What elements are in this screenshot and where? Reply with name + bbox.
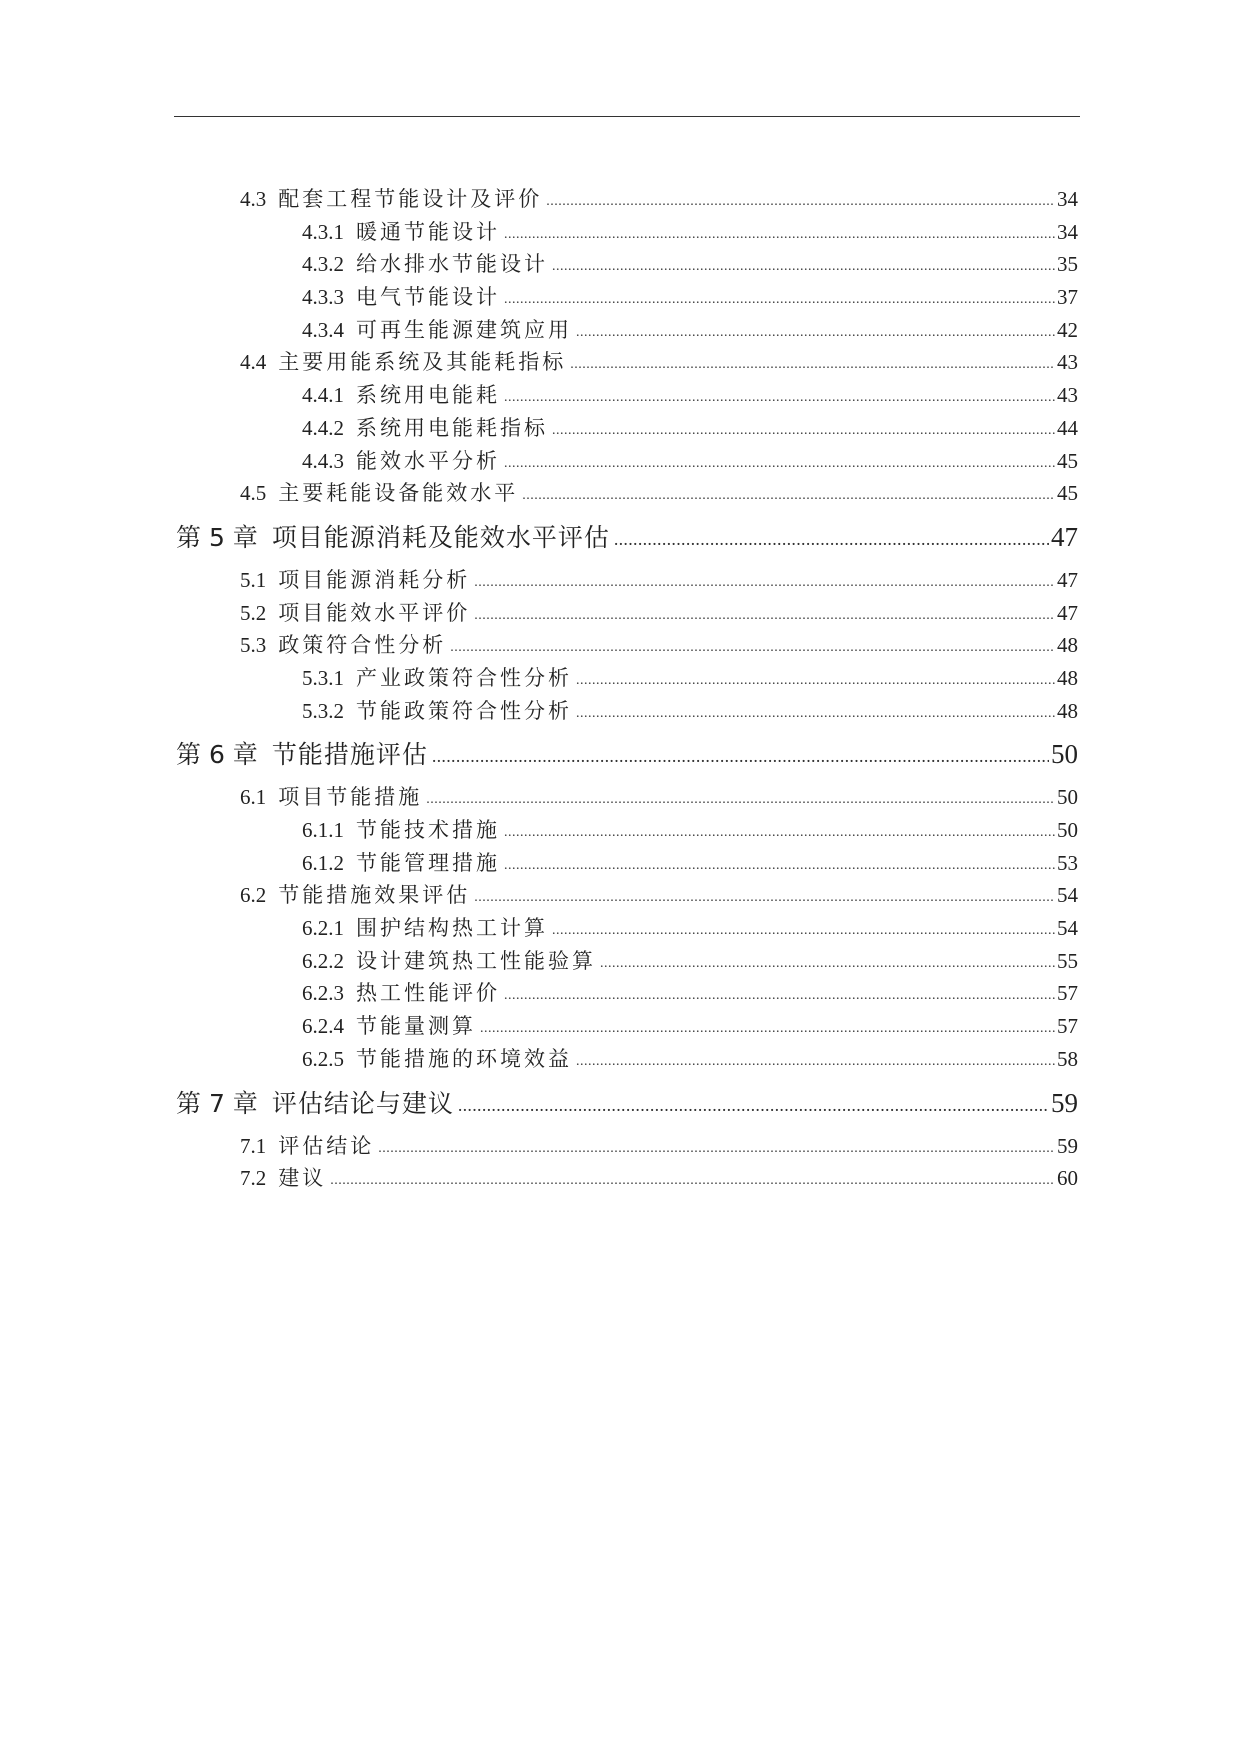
- toc-dot-leader: [458, 1087, 1049, 1118]
- toc-entry-title: 节能政策符合性分析: [356, 698, 572, 723]
- toc-entry-number: 6.2.5: [302, 1046, 344, 1071]
- toc-entry-title: 项目能源消耗分析: [278, 567, 471, 592]
- toc-entry-page-number: 48: [1057, 633, 1078, 658]
- toc-entry-title: 评估结论与建议: [271, 1088, 454, 1118]
- toc-section-entry[interactable]: [174, 477, 1078, 510]
- toc-entry-title: 暖通节能设计: [356, 219, 500, 244]
- toc-chapter-entry[interactable]: [174, 735, 1078, 779]
- toc-dot-leader: [426, 784, 1055, 809]
- toc-subsection-entry[interactable]: [174, 945, 1078, 978]
- toc-subsection-entry[interactable]: [174, 662, 1078, 695]
- toc-section-entry[interactable]: [174, 1130, 1078, 1163]
- toc-entry-page-number: 47: [1057, 600, 1078, 625]
- toc-section-entry[interactable]: [174, 346, 1078, 379]
- toc-entry-number: 4.4.2: [302, 415, 344, 440]
- toc-dot-leader: [614, 521, 1049, 552]
- toc-section-entry[interactable]: [174, 781, 1078, 814]
- toc-entry-number: 6.2.4: [302, 1014, 344, 1039]
- toc-entry-number: 4.3.2: [302, 252, 344, 277]
- toc-entry-number: 7.2: [240, 1166, 267, 1191]
- toc-entry-number: 5.2: [240, 600, 267, 625]
- toc-entry-page-number: 47: [1051, 521, 1078, 552]
- toc-dot-leader: [474, 600, 1055, 625]
- toc-entry-title: 政策符合性分析: [278, 633, 447, 658]
- header-rule: [174, 116, 1080, 117]
- toc-entry-title: 节能措施评估: [271, 740, 428, 770]
- toc-dot-leader: [552, 915, 1055, 940]
- toc-dot-leader: [378, 1133, 1055, 1158]
- toc-entry-page-number: 50: [1057, 785, 1078, 810]
- toc-entry-number: 6.1: [240, 785, 267, 810]
- toc-entry-title: 给水排水节能设计: [356, 252, 548, 277]
- toc-entry-number: 7.1: [240, 1133, 267, 1158]
- toc-dot-leader: [600, 948, 1055, 973]
- toc-entry-page-number: 54: [1057, 883, 1078, 908]
- toc-subsection-entry[interactable]: [174, 977, 1078, 1010]
- toc-dot-leader: [552, 415, 1055, 440]
- toc-dot-leader: [504, 980, 1055, 1005]
- toc-dot-leader: [504, 284, 1055, 309]
- toc-entry-title: 可再生能源建筑应用: [356, 317, 572, 342]
- toc-entry-number: 6.2.2: [302, 948, 344, 973]
- table-of-contents: [174, 183, 1078, 1195]
- toc-entry-title: 电气节能设计: [356, 285, 500, 310]
- toc-entry-number: 第 6 章: [176, 740, 258, 770]
- toc-dot-leader: [432, 738, 1049, 769]
- toc-chapter-entry[interactable]: [174, 518, 1078, 562]
- toc-entry-title: 配套工程节能设计及评价: [278, 187, 543, 211]
- toc-entry-title: 评估结论: [278, 1133, 375, 1158]
- toc-entry-page-number: 34: [1057, 219, 1078, 244]
- toc-dot-leader: [570, 349, 1055, 374]
- toc-dot-leader: [576, 665, 1055, 690]
- toc-entry-number: 5.3.2: [302, 698, 344, 723]
- toc-entry-title: 主要用能系统及其能耗指标: [278, 350, 567, 375]
- toc-entry-title: 节能管理措施: [356, 850, 500, 875]
- toc-entry-number: 5.3: [240, 633, 267, 658]
- toc-entry-page-number: 55: [1057, 948, 1078, 973]
- toc-dot-leader: [576, 317, 1055, 342]
- toc-subsection-entry[interactable]: [174, 695, 1078, 728]
- toc-dot-leader: [480, 1013, 1055, 1038]
- toc-chapter-entry[interactable]: [174, 1084, 1078, 1128]
- toc-entry-title: 产业政策符合性分析: [356, 665, 572, 690]
- toc-entry-number: 4.4: [240, 350, 267, 375]
- toc-entry-number: 第 5 章: [176, 522, 258, 552]
- toc-dot-leader: [450, 632, 1055, 657]
- toc-entry-number: 6.2.1: [302, 916, 344, 941]
- toc-entry-page-number: 50: [1057, 818, 1078, 842]
- toc-entry-page-number: 60: [1057, 1166, 1078, 1191]
- toc-entry-number: 4.3.3: [302, 285, 344, 310]
- toc-entry-page-number: 43: [1057, 383, 1078, 408]
- toc-entry-page-number: 44: [1057, 415, 1078, 440]
- toc-entry-title: 围护结构热工计算: [356, 916, 548, 941]
- toc-entry-number: 5.3.1: [302, 665, 344, 690]
- toc-subsection-entry[interactable]: [174, 445, 1078, 478]
- toc-entry-number: 6.1.1: [302, 818, 344, 842]
- toc-entry-title: 建议: [278, 1166, 327, 1191]
- toc-entry-title: 项目节能措施: [278, 785, 423, 810]
- toc-section-entry[interactable]: [174, 879, 1078, 912]
- toc-dot-leader: [576, 1046, 1055, 1071]
- toc-entry-title: 能效水平分析: [356, 448, 500, 473]
- toc-entry-page-number: 47: [1057, 567, 1078, 592]
- toc-section-entry[interactable]: [174, 597, 1078, 630]
- toc-dot-leader: [504, 850, 1055, 875]
- toc-entry-title: 节能措施效果评估: [278, 883, 471, 908]
- toc-entry-page-number: 34: [1057, 187, 1078, 211]
- toc-entry-number: 第 7 章: [176, 1088, 258, 1118]
- toc-entry-number: 4.3.1: [302, 219, 344, 244]
- toc-dot-leader: [546, 186, 1055, 211]
- toc-entry-page-number: 53: [1057, 850, 1078, 875]
- toc-entry-title: 主要耗能设备能效水平: [278, 481, 519, 506]
- toc-entry-page-number: 48: [1057, 665, 1078, 690]
- toc-entry-number: 4.3: [240, 187, 267, 211]
- toc-section-entry[interactable]: [174, 629, 1078, 662]
- toc-entry-number: 6.1.2: [302, 850, 344, 875]
- toc-entry-title: 项目能源消耗及能效水平评估: [271, 522, 610, 552]
- toc-entry-number: 4.4.1: [302, 383, 344, 408]
- toc-entry-title: 节能技术措施: [356, 818, 500, 842]
- toc-entry-page-number: 43: [1057, 350, 1078, 375]
- toc-dot-leader: [576, 698, 1055, 723]
- toc-entry-title: 系统用电能耗指标: [356, 415, 548, 440]
- toc-subsection-entry[interactable]: [174, 379, 1078, 412]
- toc-dot-leader: [504, 219, 1055, 244]
- toc-section-entry[interactable]: [174, 564, 1078, 597]
- toc-entry-page-number: 42: [1057, 317, 1078, 342]
- toc-entry-title: 节能措施的环境效益: [356, 1046, 572, 1071]
- toc-entry-page-number: 35: [1057, 252, 1078, 277]
- toc-entry-page-number: 59: [1051, 1087, 1078, 1118]
- toc-subsection-entry[interactable]: [174, 216, 1078, 249]
- toc-subsection-entry[interactable]: [174, 1043, 1078, 1076]
- toc-dot-leader: [504, 817, 1055, 842]
- toc-entry-title: 热工性能评价: [356, 981, 500, 1006]
- toc-entry-number: 6.2.3: [302, 981, 344, 1006]
- toc-subsection-entry[interactable]: [174, 314, 1078, 347]
- toc-dot-leader: [552, 251, 1055, 276]
- toc-dot-leader: [504, 382, 1055, 407]
- toc-subsection-entry[interactable]: [174, 814, 1078, 847]
- toc-dot-leader: [474, 567, 1055, 592]
- toc-entry-title: 系统用电能耗: [356, 383, 500, 408]
- toc-subsection-entry[interactable]: [174, 281, 1078, 314]
- toc-subsection-entry[interactable]: [174, 412, 1078, 445]
- toc-entry-page-number: 57: [1057, 1014, 1078, 1039]
- toc-subsection-entry[interactable]: [174, 847, 1078, 880]
- toc-dot-leader: [474, 882, 1055, 907]
- toc-entry-number: 5.1: [240, 567, 267, 592]
- toc-entry-page-number: 59: [1057, 1133, 1078, 1158]
- toc-section-entry[interactable]: [174, 183, 1078, 216]
- toc-entry-number: 4.5: [240, 481, 267, 506]
- toc-entry-number: 4.3.4: [302, 317, 344, 342]
- toc-entry-page-number: 50: [1051, 739, 1078, 770]
- toc-entry-page-number: 54: [1057, 916, 1078, 941]
- toc-section-entry[interactable]: [174, 1162, 1078, 1195]
- toc-entry-page-number: 58: [1057, 1046, 1078, 1071]
- toc-entry-number: 4.4.3: [302, 448, 344, 473]
- toc-entry-page-number: 45: [1057, 448, 1078, 473]
- toc-subsection-entry[interactable]: [174, 248, 1078, 281]
- toc-subsection-entry[interactable]: [174, 912, 1078, 945]
- toc-entry-title: 项目能效水平评价: [278, 600, 471, 625]
- toc-entry-page-number: 37: [1057, 285, 1078, 310]
- toc-entry-page-number: 48: [1057, 698, 1078, 723]
- toc-entry-page-number: 45: [1057, 481, 1078, 506]
- toc-entry-title: 节能量测算: [356, 1014, 476, 1039]
- toc-dot-leader: [504, 448, 1055, 473]
- toc-entry-page-number: 57: [1057, 981, 1078, 1006]
- toc-dot-leader: [330, 1165, 1055, 1190]
- toc-subsection-entry[interactable]: [174, 1010, 1078, 1043]
- toc-entry-number: 6.2: [240, 883, 267, 908]
- toc-dot-leader: [522, 480, 1055, 505]
- toc-entry-title: 设计建筑热工性能验算: [356, 948, 596, 973]
